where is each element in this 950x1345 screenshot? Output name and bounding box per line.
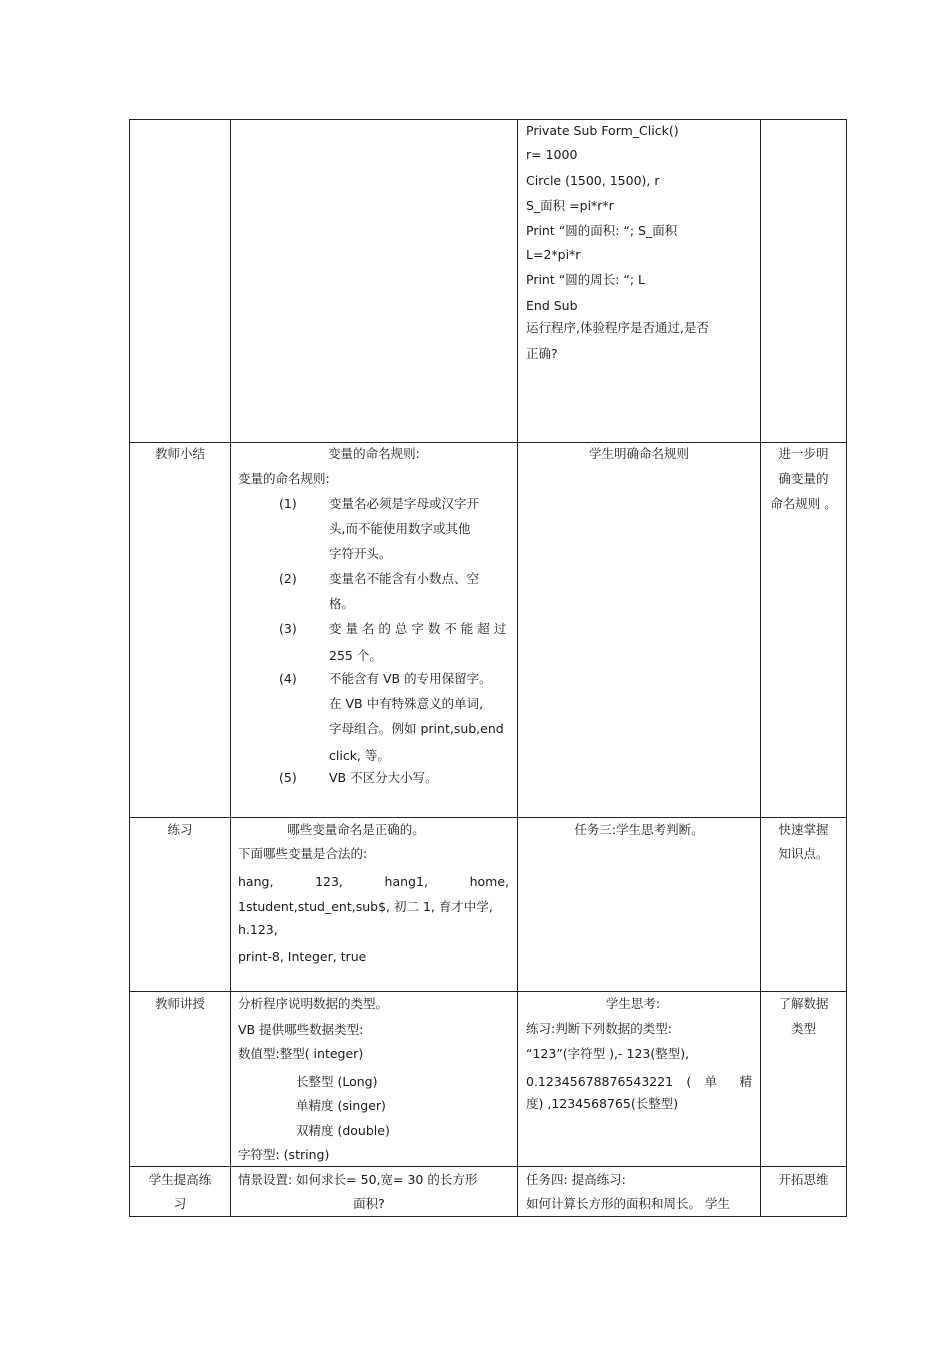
rule-line: 变量名必须是字母或汉字开: [329, 496, 480, 511]
row2-intro: 变量的命名规则:: [238, 471, 330, 486]
code-note: 正确?: [526, 346, 558, 361]
rule-line: 变量名不能含有小数点、空: [329, 571, 480, 586]
row5-label: 学生提高练: [148, 1172, 212, 1187]
row5-task: 如何计算长方形的面积和周长。 学生: [526, 1196, 730, 1211]
rule-line: 头,而不能使用数字或其他: [329, 521, 471, 536]
row4-line: VB 提供哪些数据类型:: [238, 1022, 364, 1037]
code-line: L=2*pi*r: [526, 247, 581, 262]
row2-student: 学生明确命名规则: [588, 446, 689, 461]
row3-label: 练习: [167, 822, 193, 837]
rule-line: 在 VB 中有特殊意义的单词,: [329, 696, 484, 711]
row3-line: hang, 123, hang1, home,: [238, 874, 509, 889]
row2-cell-col3: [517, 442, 761, 818]
row4-line: 字符型: (string): [238, 1147, 330, 1162]
code-line: S_面积 =pi*r*r: [526, 198, 614, 213]
row2-goal: 确变量的: [778, 471, 829, 486]
row2-goal: 命名规则 。: [770, 496, 837, 511]
row5-task: 任务四: 提高练习:: [526, 1172, 626, 1187]
rule-number: (3): [279, 621, 297, 636]
rule-number: (5): [279, 770, 297, 785]
row3-line: 1student,stud_ent,sub$, 初二 1, 育才中学,: [238, 899, 493, 914]
code-line: Circle (1500, 1500), r: [526, 173, 660, 188]
rule-line: 字母组合。例如 print,sub,end: [329, 721, 504, 736]
row5-label: 习: [173, 1196, 187, 1211]
row2-heading: 变量的命名规则:: [328, 446, 420, 461]
row3-cell-col1: [129, 817, 231, 992]
row3-line: 下面哪些变量是合法的:: [238, 846, 368, 861]
row4-label: 教师讲授: [154, 996, 205, 1011]
row3-cell-col3: [517, 817, 761, 992]
code-line: Print “圆的周长: “; L: [526, 272, 646, 287]
rule-line: 255 个。: [329, 648, 382, 663]
rule-number: (1): [279, 496, 297, 511]
rule-number: (2): [279, 571, 297, 586]
row3-goal: 快速掌握: [778, 822, 829, 837]
row4-line: 分析程序说明数据的类型。: [238, 996, 389, 1011]
row4-student-line: 练习:判断下列数据的类型:: [526, 1021, 672, 1036]
row4-line: 单精度 (singer): [296, 1098, 386, 1113]
rule-line: 变 量 名 的 总 字 数 不 能 超 过: [329, 621, 507, 636]
row1-cell-col4: [760, 119, 847, 443]
row5-scenario: 情景设置: 如何求长= 50,宽= 30 的长方形: [238, 1172, 478, 1187]
row3-line: h.123,: [238, 922, 278, 937]
row2-goal: 进一步明: [778, 446, 829, 461]
code-line: r= 1000: [526, 147, 578, 162]
code-line: End Sub: [526, 298, 578, 313]
row4-goal: 了解数据: [778, 996, 829, 1011]
rule-line: VB 不区分大小写。: [329, 770, 438, 785]
row1-cell-col1: [129, 119, 231, 443]
row2-label: 教师小结: [154, 446, 205, 461]
row3-student: 任务三:学生思考判断。: [574, 822, 704, 837]
rule-line: 格。: [329, 596, 355, 611]
code-line: Print “圆的面积: “; S_面积: [526, 223, 678, 238]
row4-cell-col4: [760, 991, 847, 1167]
row4-student-line: 度) ,1234568765(长整型): [526, 1096, 679, 1111]
row3-line: print-8, Integer, true: [238, 949, 367, 964]
row4-cell-col1: [129, 991, 231, 1167]
row5-goal: 开拓思维: [778, 1172, 829, 1187]
code-line: Private Sub Form_Click(): [526, 123, 679, 138]
row3-cell-col4: [760, 817, 847, 992]
row4-line: 长整型 (Long): [296, 1074, 378, 1089]
row2-cell-col1: [129, 442, 231, 818]
rule-line: 不能含有 VB 的专用保留字。: [329, 671, 492, 686]
row4-goal: 类型: [790, 1021, 816, 1036]
row4-student-line: “123”(字符型 ),- 123(整型),: [526, 1046, 690, 1061]
code-note: 运行程序,体验程序是否通过,是否: [526, 320, 709, 335]
rule-number: (4): [279, 671, 297, 686]
row3-goal: 知识点。: [778, 846, 829, 861]
row4-line: 双精度 (double): [296, 1123, 390, 1138]
row3-heading: 哪些变量命名是正确的。: [287, 822, 425, 837]
row5-scenario: 面积?: [353, 1196, 385, 1211]
row4-student-line: 0.12345678876543221 ( 单 精: [526, 1074, 752, 1089]
row1-cell-col2: [230, 119, 518, 443]
row4-student-heading: 学生思考:: [605, 996, 661, 1011]
rule-line: 字符开头。: [329, 546, 392, 561]
row4-line: 数值型:整型( integer): [238, 1046, 364, 1061]
rule-line: click, 等。: [329, 748, 390, 763]
